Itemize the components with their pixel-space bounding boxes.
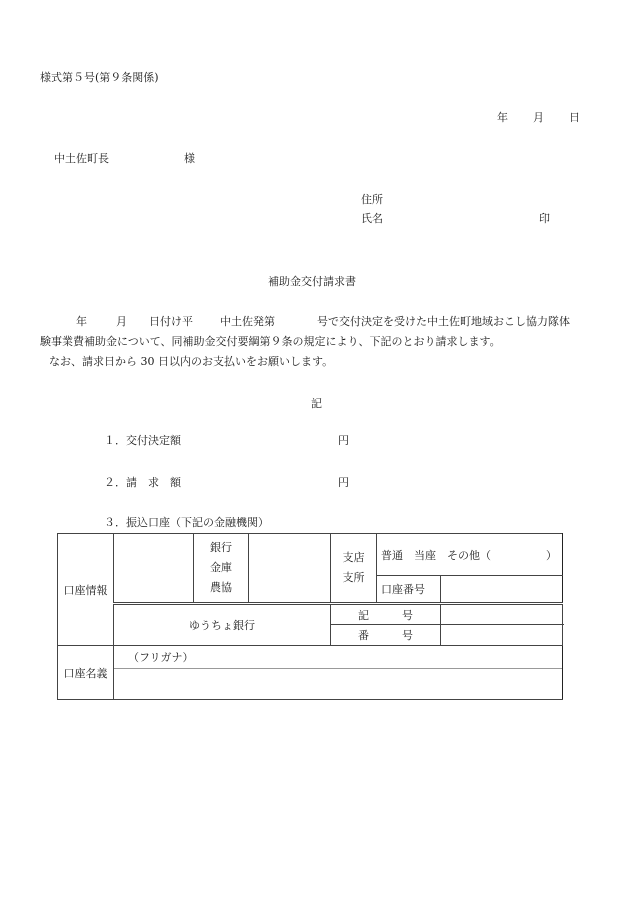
name-label: 氏名 [361, 212, 383, 225]
account-info-label: 口座情報 [58, 534, 114, 646]
item-2-unit: 円 [338, 476, 349, 489]
addressee-honorific: 様 [184, 152, 195, 165]
account-type-options[interactable]: 普通 当座 その他（ ） [377, 534, 563, 576]
item-3-label: ３．振込口座（下記の金融機関） [104, 516, 269, 529]
item-1-unit: 円 [338, 434, 349, 447]
date-month-label: 月 [533, 111, 544, 124]
account-name-label: 口座名義 [58, 646, 114, 700]
ki-heading: 記 [311, 397, 322, 410]
account-name-cell[interactable] [114, 646, 563, 700]
account-table [57, 533, 563, 700]
body-line-1: 年 月 日付け平 中土佐発第 号で交付決定を受けた中土佐町地域おこし協力隊体 [76, 315, 570, 328]
body-paragraph [40, 312, 610, 372]
body-line-2: 験事業費補助金について、同補助金交付要綱第９条の規定により、下記のとおり請求します。 [40, 335, 501, 348]
furigana-label: （フリガナ） [114, 648, 562, 669]
date-year-label: 年 [497, 111, 508, 124]
account-number-label: 口座番号 [377, 576, 441, 604]
body-line-3: なお、請求日から 30 日以内のお支払いをお願いします。 [49, 355, 334, 368]
account-name-field[interactable] [114, 669, 562, 697]
form-number: 様式第５号(第９条関係) [40, 71, 159, 84]
kigou-field[interactable] [441, 604, 563, 625]
address-label: 住所 [361, 193, 383, 206]
addressee-name: 中土佐町長 [54, 152, 109, 165]
document-title: 補助金交付請求書 [268, 275, 356, 288]
kigou-label: 記 号 [331, 604, 441, 625]
date-day-label: 日 [569, 111, 580, 124]
seal-mark: 印 [539, 212, 550, 225]
branch-type-labels: 支店 支所 [331, 534, 377, 604]
branch-name-field[interactable] [249, 534, 331, 604]
bangou-field[interactable] [441, 625, 563, 646]
item-1-label: １．交付決定額 [104, 434, 181, 447]
bangou-label: 番 号 [331, 625, 441, 646]
bank-name-field[interactable] [114, 534, 194, 604]
yucho-label: ゆうちょ銀行 [114, 604, 331, 646]
item-2-label: ２．請 求 額 [104, 476, 181, 489]
bank-type-labels: 銀行 金庫 農協 [194, 534, 249, 604]
account-number-field[interactable] [441, 576, 563, 604]
